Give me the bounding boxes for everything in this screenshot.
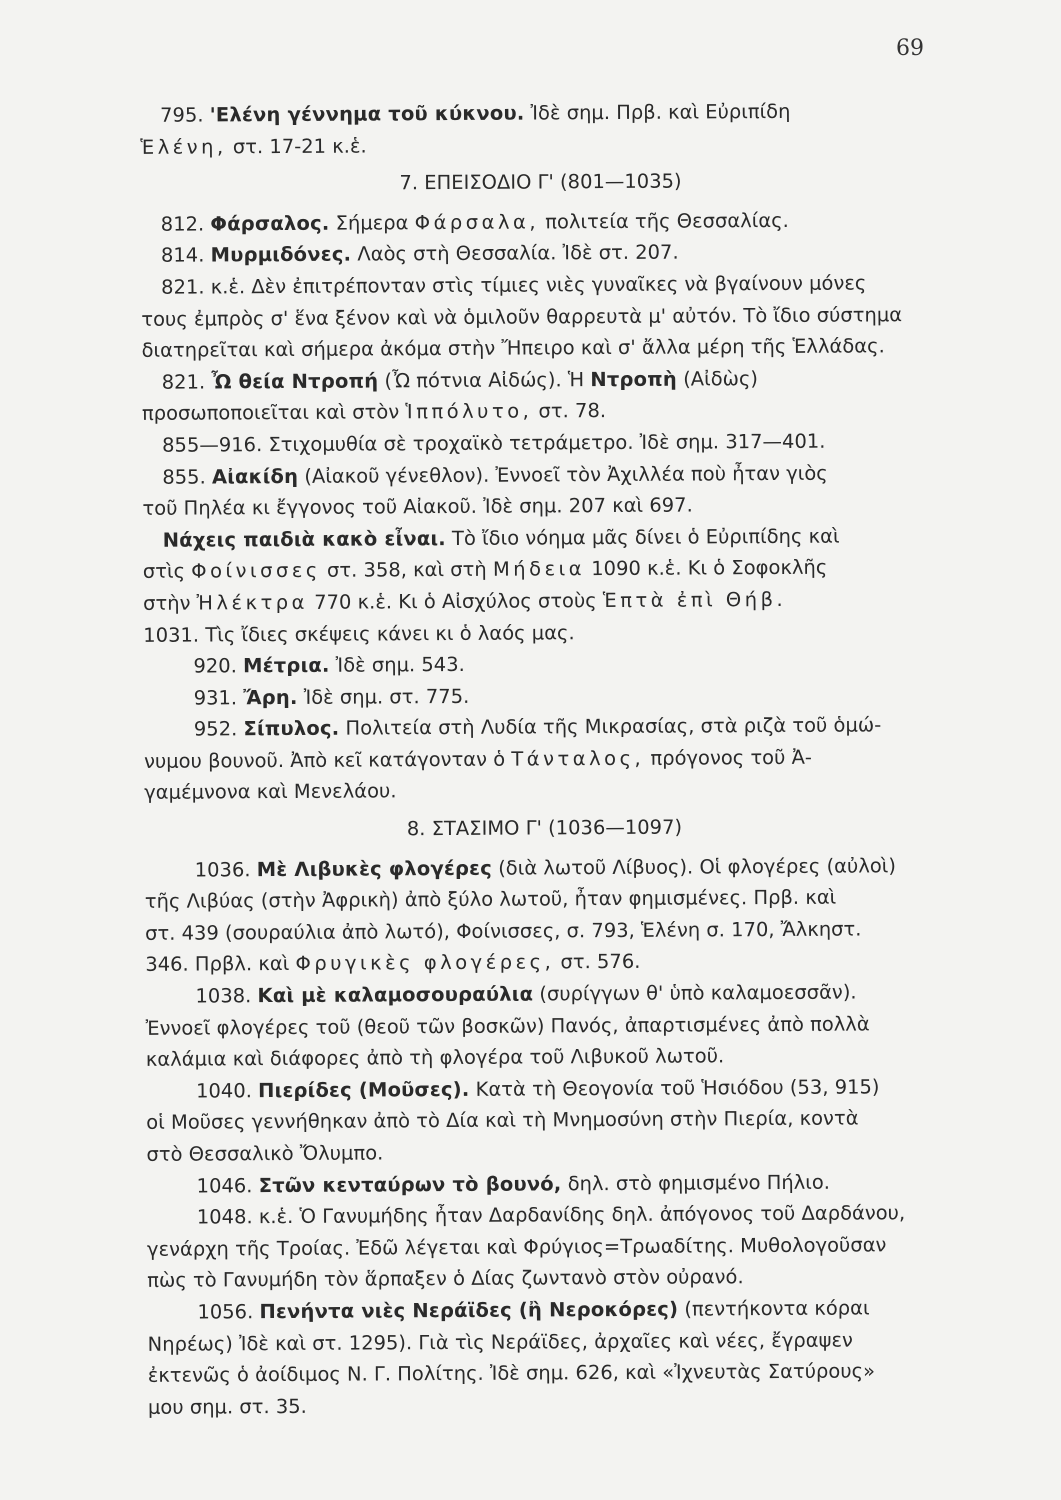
text-line [127,1292,927,1328]
text-segment: (πεντήκοντα κόραι [678,1296,870,1321]
text-line [122,393,922,429]
text-line [121,267,921,303]
text-segment: 1031. Τὶς ἴδιες σκέψεις κάνει κι ὁ λαός μας. [143,620,575,647]
lemma: Ντροπὴ [590,367,678,391]
text-segment: 346. Πρβλ. καὶ [145,952,296,977]
text-segment: 821. [161,370,212,394]
text-segment: στὸ Θεσσαλικὸ Ὄλυμπο. [146,1141,384,1166]
text-segment: Τὸ ἴδιο νόημα μᾶς δίνει ὁ Εὐριπίδης καὶ [445,524,840,550]
lemma: Σίπυλος. [243,716,340,741]
text-segment: διατηρεῖται καὶ σήμερα ἀκόμα στὴν Ἤπειρο καὶ σ' ἄλλα μέρη τῆς Ἑλλάδας. [141,334,885,363]
text-segment: ἐκτενῶς ὁ ἀοίδιμος Ν. Γ. Πολίτης. Ἰδὲ σημ. 626, καὶ «Ἰχνευτὰς Σατύρους» [147,1359,876,1388]
text-line [127,1229,927,1265]
text-line [127,1197,927,1233]
text-segment: 821. κ.ἑ. Δὲν ἐπιτρέπονταν στὶς τίμιες νιὲς γυναῖκες νὰ βγαίνουν μόνες [161,271,867,299]
spaced-title: Τάνταλος, [511,746,645,771]
text-line [126,1103,926,1139]
lemma: Ὦ θεία Ντροπή [211,369,379,394]
lemma: Πιερίδες (Μοῦσες). [258,1077,470,1102]
text-segment: 1040. [195,1078,259,1103]
text-segment: Ἰδὲ σημ. Πρβ. καὶ Εὐριπίδη [524,99,791,125]
lemma: Μέτρια. [243,653,330,678]
text-segment: 770 κ.ἑ. Κι ὁ Αἰσχύλος στοὺς [307,588,603,614]
text-line [120,95,920,131]
spaced-title: Ἱππόλυτο, [405,399,533,424]
text-line [128,1355,928,1391]
text-segment: 1056. [197,1300,260,1324]
lemma: Νάχεις παιδιὰ κακὸ εἶναι. [162,526,446,552]
lemma: 'Ελένη γέννημα τοῦ κύκνου. [209,101,525,127]
text-segment: Ἰδὲ σημ. στ. 775. [297,684,470,709]
text-segment: γενάρχη τῆς Τροίας. Ἐδῶ λέγεται καὶ Φρύγιος=Τρωαδίτης. Μυθολογοῦσαν [146,1233,887,1261]
text-line [126,1008,926,1044]
text-segment: Ἰδὲ σημ. 543. [329,652,465,677]
text-line [126,1039,926,1075]
text-line [123,646,923,682]
spaced-title: Μήδεια [492,557,586,582]
text-segment: στ. 576. [554,950,641,974]
text-segment: (διὰ λωτοῦ Λίβυος). Οἱ φλογέρες (αὐλοὶ) [491,853,897,880]
text-segment: 814. [160,243,211,268]
text-segment: πολιτεία τῆς Θεσσαλίας. [538,208,789,234]
text-line [124,773,924,809]
text-line [126,1134,926,1170]
text-line [127,1260,927,1296]
text-segment: 812. [160,212,211,236]
text-segment: 855—916. Στιχομυθία σὲ τροχαϊκὸ τετράμετρο. Ἰδὲ σημ. 317—401. [162,429,826,457]
text-line [120,127,920,163]
text-segment: τους ἐμπρὸς σ' ἕνα ξένον καὶ νὰ ὁμιλοῦν θαρρευτὰ μ' αὐτόν. Τὸ ἴδιο σύστημα [141,302,903,331]
lemma: Μυρμιδόνες. [210,242,352,267]
text-line [123,520,923,556]
text-line [128,1324,928,1360]
lemma: Καὶ μὲ καλαμοσουραύλια [257,982,534,1008]
text-line [123,583,923,619]
text-segment: 920. [193,654,244,678]
spaced-title: Ἑπτὰ ἐπὶ Θήβ. [602,587,787,612]
text-segment: 1048. κ.ἑ. Ὁ Γανυμήδης ἦταν Δαρδανίδης δηλ. ἀπόγονος τοῦ Δαρδάνου, [196,1201,906,1229]
text-line [122,425,922,461]
lemma: Μὲ Λιβυκὲς φλογέρες [256,856,493,881]
text-segment: 1046. [196,1173,259,1198]
spaced-title: Ἠλέκτρα [196,590,309,615]
text-line [121,204,921,240]
text-segment: στ. 358, καὶ στὴ [320,558,493,583]
text-line [128,1387,928,1423]
text-segment: οἱ Μοῦσες γεννήθηκαν ἀπὸ τὸ Δία καὶ τὴ Μνημοσύνη στὴν Πιερία, κοντὰ [146,1106,859,1135]
text-segment: 8. ΣΤΑΣΙΜΟ Γ' (1036—1097) [406,815,683,841]
text-segment: Ἐννοεῖ φλογέρες τοῦ (θεοῦ τῶν βοσκῶν) Πανός, ἀπαρτισμένες ἀπὸ πολλὰ [145,1012,870,1040]
text-segment: δηλ. στὸ φημισμένο Πήλιο. [561,1170,831,1195]
text-segment: 952. [193,717,244,741]
text-segment: (Αἰακοῦ γένεθλον). Ἐννοεῖ τὸν Ἀχιλλέα ποὺ ἦταν γιὸς [298,461,828,488]
text-segment: 855. [162,464,212,489]
text-segment: στ. 439 (σουραύλια ἀπὸ λωτό), Φοίνισσες, σ. 793, Ἑλένη σ. 170, Ἄλκηστ. [145,917,862,945]
text-segment: 795. [160,103,210,127]
lemma: Πενήντα νιὲς Νεράϊδες (ἢ Νεροκόρες) [259,1297,679,1324]
text-segment: Σήμερα [329,210,415,235]
text-line [126,1071,926,1107]
lemma: Ἄρη. [243,685,298,709]
text-segment: 931. [193,685,244,710]
text-segment: γαμέμνονα καὶ Μενελάου. [144,779,397,805]
text-segment: Πολιτεία στὴ Λυδία τῆς Μικρασίας, στὰ ριζὰ τοῦ ὁμώ- [339,713,882,740]
text-line [123,551,923,587]
text-segment: στὶς [142,559,192,584]
text-segment: 7. ΕΠΕΙΣΟΔΙΟ Γ' (801—1035) [399,169,682,195]
spaced-title: Ἑλένη, [140,134,227,159]
text-line [124,678,924,714]
text-segment: (Αἰδὼς) [676,366,759,391]
text-line [123,615,923,651]
text-segment: στὴν [143,591,197,615]
text-segment: 1036. [194,857,257,882]
spaced-title: Φρυγικὲς φλογέρες, [295,950,555,976]
text-line [125,945,925,981]
text-line [121,299,921,335]
text-line [122,488,922,524]
text-segment: μου σημ. στ. 35. [147,1394,307,1419]
text-line [125,881,925,917]
text-line [124,741,924,777]
text-line [125,913,925,949]
text-segment: Νηρέως) Ἰδὲ καὶ στ. 1295). Γιὰ τὶς Νεράϊδες, ἀρχαῖες καὶ νέες, ἔγραψεν [147,1328,853,1356]
commentary-text [120,95,928,1423]
section-heading [164,804,924,854]
text-line [122,457,922,493]
text-segment: τῆς Λιβύας (στὴν Ἀφρικὴ) ἀπὸ ξύλο λωτοῦ, ἦταν φημισμένες. Πρβ. καὶ [144,885,837,914]
page-number: 69 [896,36,924,61]
text-segment: τοῦ Πηλέα κι ἔγγονος τοῦ Αἰακοῦ. Ἰδὲ σημ. 207 καὶ 697. [142,493,693,520]
text-segment: προσωποποιεῖται καὶ στὸν [141,400,406,426]
lemma: Αἰακίδη [211,464,299,488]
text-segment: στ. 17-21 κ.ἑ. [226,134,367,158]
text-segment: (Ὦ πότνια Αἰδώς). Ἡ [378,367,591,393]
text-line [122,362,922,398]
text-segment: Κατὰ τὴ Θεογονία τοῦ Ἡσιόδου (53, 915) [469,1075,880,1101]
text-line [121,330,921,366]
spaced-title: Φοίνισσες [191,559,321,583]
spaced-title: Φάρσαλα, [414,210,540,234]
text-segment: (συρίγγων θ' ὑπὸ καλαμοεσσᾶν). [533,980,857,1006]
text-segment: Λαὸς στὴ Θεσσαλία. Ἰδὲ στ. 207. [351,240,679,266]
text-segment: στ. 78. [532,399,607,423]
text-line [127,1166,927,1202]
text-segment: πρόγονος τοῦ Ἀ- [644,745,813,770]
lemma: Στῶν κενταύρων τὸ βουνό, [258,1171,562,1197]
text-segment: καλάμια καὶ διάφορες ἀπὸ τὴ φλογέρα τοῦ Λιβυκοῦ λωτοῦ. [145,1044,725,1072]
text-segment: πὼς τὸ Γανυμήδη τὸν ἅρπαξεν ὁ Δίας ζωντανὸ στὸν οὐρανό. [147,1265,744,1293]
text-segment: 1090 κ.ἑ. Κι ὁ Σοφοκλῆς [584,556,828,581]
text-line [121,235,921,271]
text-line [124,709,924,745]
text-line [125,976,925,1012]
section-heading [160,158,920,208]
text-segment: 1038. [195,984,258,1008]
lemma: Φάρσαλος. [210,211,330,236]
text-line [125,850,925,886]
text-segment: νυμου βουνοῦ. Ἀπὸ κεῖ κατάγονταν ὁ [143,747,512,773]
